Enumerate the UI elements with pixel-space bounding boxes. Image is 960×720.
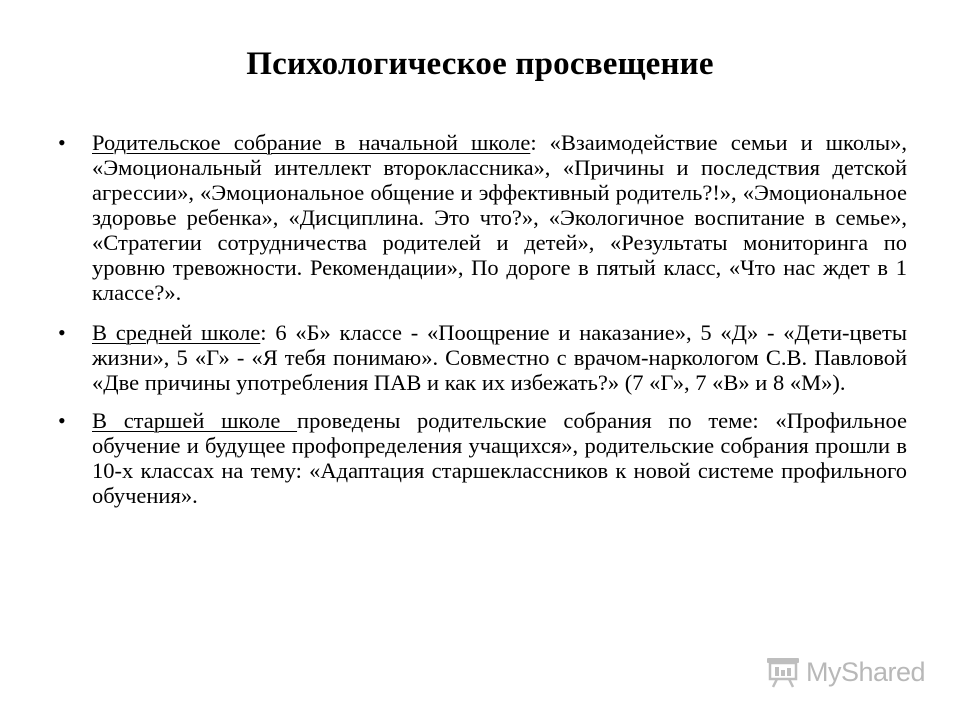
bullet-heading-high: В старшей школе xyxy=(92,408,298,433)
slide-title: Психологическое просвещение xyxy=(246,46,714,82)
watermark xyxy=(766,655,925,689)
bullet-dot-icon: • xyxy=(58,320,66,345)
bullet-text-middle: : 6 «Б» классе - «Поощрение и наказание», 5 «Д» - «Дети-цветы жизни», 5 «Г» - «Я тебя понимаю». Совместно с врачом-наркологом С.В. Павловой «Две причины употребления ПАВ и как их избежать?» (7 «Г», 7 «В» и 8 «М»). xyxy=(92,320,907,395)
watermark-text: MyShared xyxy=(806,656,926,687)
bullet-heading-middle: В средней школе xyxy=(92,320,261,345)
bullet-text-high: проведены родительские собрания по теме: «Профильное обучение и будущее профопределения учащихся», родительские собрания прошли в 10-х классах на тему: «Адаптация старшеклассников к новой системе профильного обучения». xyxy=(92,408,907,508)
bullet-middle-school xyxy=(52,320,907,395)
bullet-list xyxy=(52,130,907,523)
bullet-text-primary: : «Взаимодействие семьи и школы», «Эмоциональный интеллект второклассника», «Причины и последствия детской агрессии», «Эмоциональное общение и эффективный родитель?!», «Эмоциональное здоровье ребенка», «Дисциплина. Это что?», «Экологичное воспитание в семье», «Стратегии сотрудничества родителей и детей», «Результаты мониторинга по уровню тревожности. Рекомендации», По дороге в пятый класс, «Что нас ждет в 1 классе?». xyxy=(92,130,907,305)
bullet-high-school xyxy=(52,408,907,508)
bullet-dot-icon: • xyxy=(58,408,66,433)
bullet-primary-school xyxy=(52,130,907,305)
presentation-board-icon xyxy=(766,656,800,688)
bullet-dot-icon: • xyxy=(58,130,66,155)
bullet-heading-primary: Родительское собрание в начальной школе xyxy=(92,130,531,155)
